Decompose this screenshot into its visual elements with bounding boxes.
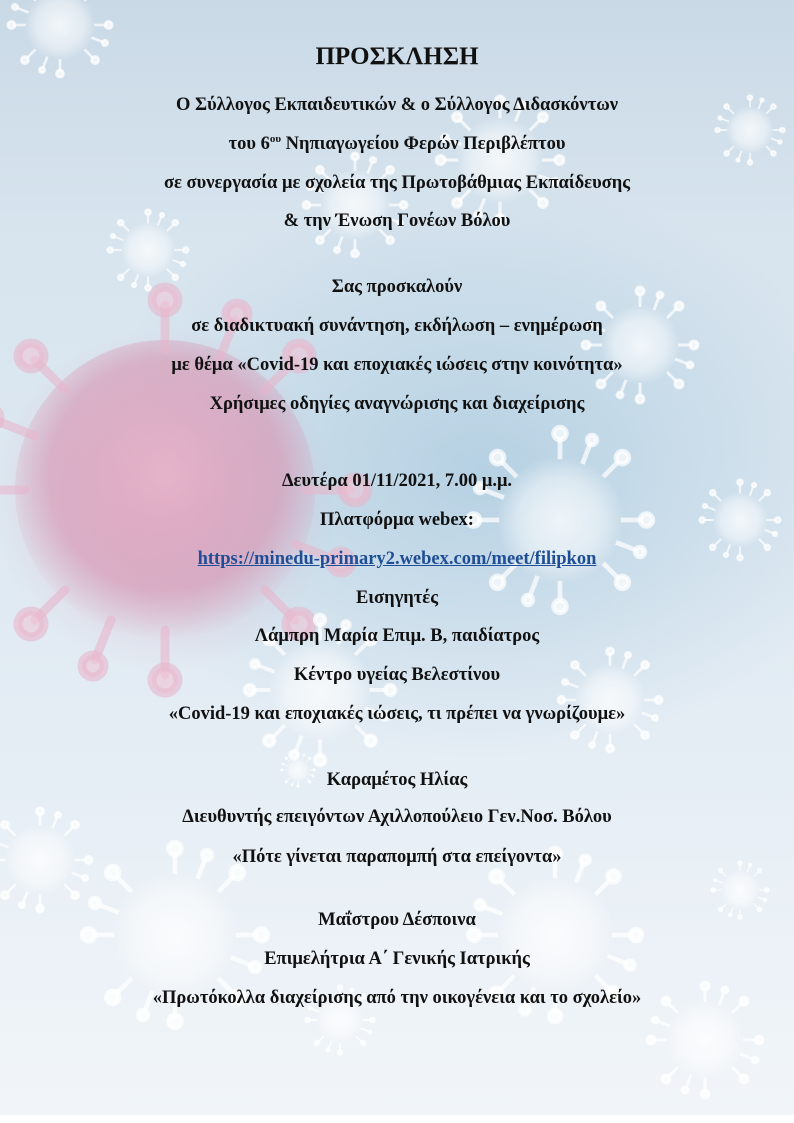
organizers-line-2-start: του 6 — [228, 134, 270, 154]
organizers-line-1: Ο Σύλλογος Εκπαιδευτικών & ο Σύλλογος Διδασκόντων — [175, 95, 619, 115]
speaker-2-name: Καραμέτος Ηλίας — [326, 770, 468, 790]
speaker-1-topic: «Covid-19 και εποχιακές ιώσεις, τι πρέπει να γνωρίζουμε» — [168, 704, 626, 724]
speaker-3-name: Μαΐστρου Δέσποινα — [318, 910, 476, 930]
organizers-line-4: & την Ένωση Γονέων Βόλου — [283, 211, 511, 231]
speaker-2-topic: «Πότε γίνεται παραπομπή στα επείγοντα» — [232, 847, 562, 867]
ordinal-superscript: ου — [269, 132, 282, 145]
speaker-3-role: Επιμελήτρια Α΄ Γενικής Ιατρικής — [264, 949, 530, 969]
event-datetime: Δευτέρα 01/11/2021, 7.00 μ.μ. — [281, 471, 513, 491]
invite-line-2: σε διαδικτυακή συνάντηση, εκδήλωση – ενημέρωση — [191, 316, 603, 336]
invite-line-4: Χρήσιμες οδηγίες αναγνώρισης και διαχείρισης — [209, 394, 585, 414]
speakers-heading: Εισηγητές — [355, 588, 439, 608]
meeting-link-row — [0, 547, 794, 571]
invite-subject: με θέμα «Covid-19 και εποχιακές ιώσεις στην κοινότητα» — [171, 355, 623, 375]
speaker-3-topic: «Πρωτόκολλα διαχείρισης από την οικογένεια και το σχολείο» — [152, 988, 642, 1008]
organizers-line-3: σε συνεργασία με σχολεία της Πρωτοβάθμιας Εκπαίδευσης — [163, 173, 631, 193]
virus-icon — [582, 287, 698, 403]
invite-line-1: Σας προσκαλούν — [331, 277, 463, 297]
meeting-link[interactable]: https://minedu-primary2.webex.com/meet/filipkon — [197, 549, 597, 569]
speaker-1-name: Λάμπρη Μαρία Επιμ. Β, παιδίατρος — [254, 626, 540, 646]
organizers-line-2 — [0, 132, 794, 156]
virus-icon — [303, 153, 407, 257]
organizers-line-2-end: Νηπιαγωγείου Φερών Περιβλέπτου — [281, 134, 566, 154]
speaker-2-role: Διευθυντής επειγόντων Αχιλλοπούλειο Γεν.Νοσ. Βόλου — [182, 807, 612, 827]
event-platform: Πλατφόρμα webex: — [320, 510, 474, 530]
speaker-1-role: Κέντρο υγείας Βελεστίνου — [293, 665, 501, 685]
page-title: ΠΡΟΣΚΛΗΣΗ — [315, 43, 479, 70]
